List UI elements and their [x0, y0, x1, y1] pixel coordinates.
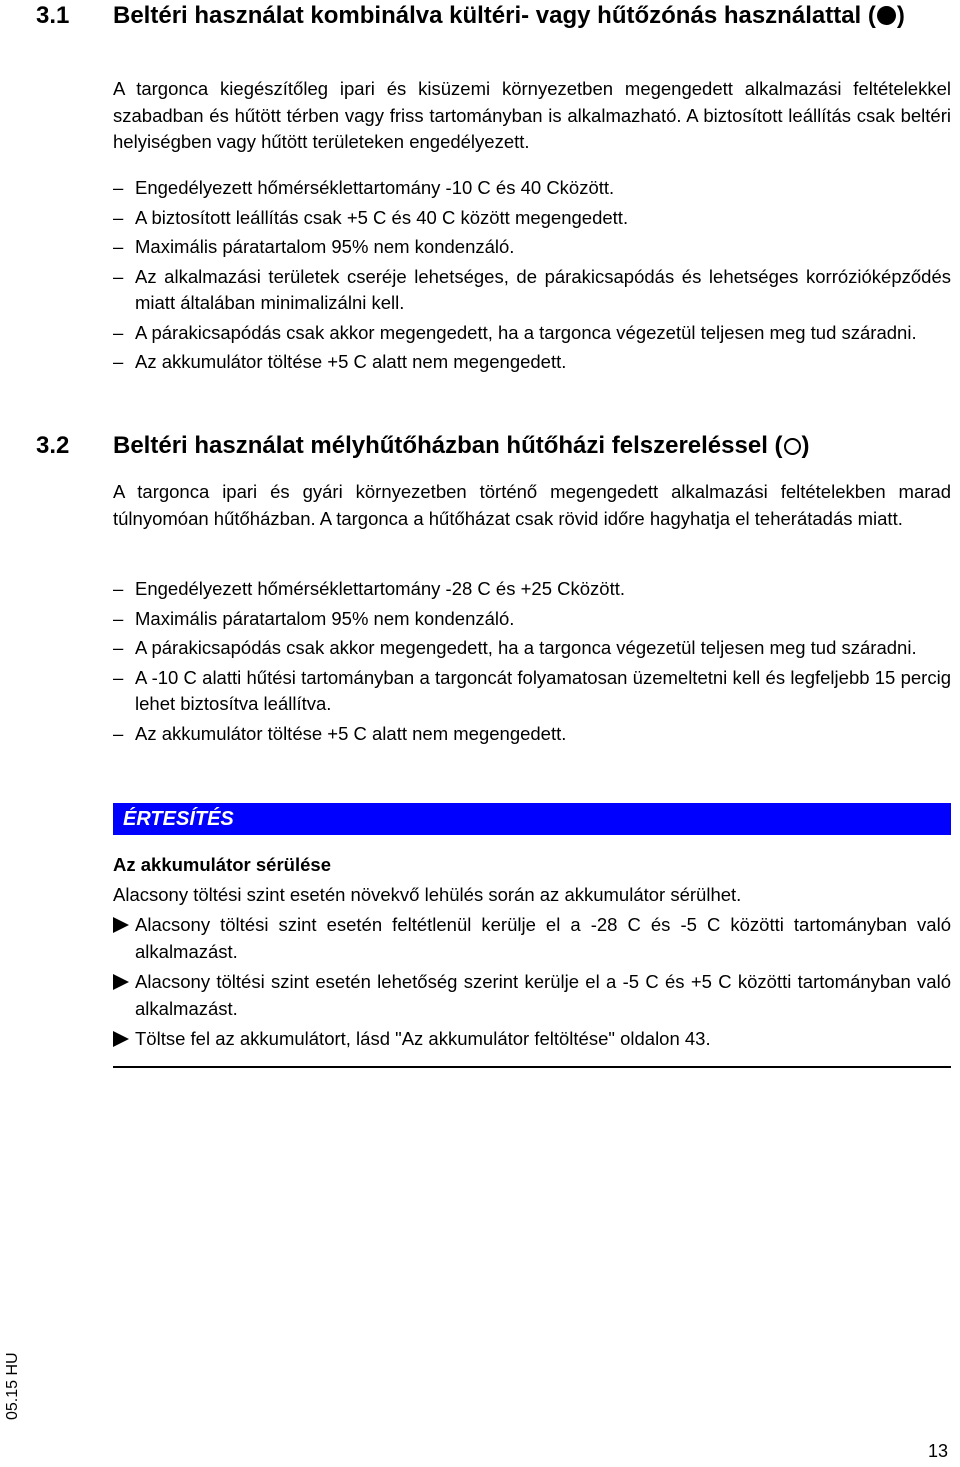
action-item-text: Alacsony töltési szint esetén lehetőség szerint kerülje el a -5 C és +5 C közötti tartományban való alkalmazást. — [135, 971, 951, 1019]
notice-action-list — [113, 911, 951, 1055]
document-code: 05.15 HU — [4, 1352, 21, 1420]
dash-icon: – — [113, 206, 124, 228]
list-item-text: A párakicsapódás csak akkor megengedett, ha a targonca végezetül teljesen meg tud száradni. — [135, 321, 917, 343]
list-item — [113, 349, 951, 376]
section-number: 3.1 — [36, 2, 70, 29]
section-3-2-heading — [0, 430, 960, 462]
list-item-text: Az alkalmazási területek cseréje lehetséges, de párakicsapódás és lehetséges korrózióképződés miatt általában minimalizálni kell. — [135, 265, 951, 313]
section-title-end: ) — [896, 2, 905, 29]
list-item — [113, 721, 951, 748]
dash-icon: – — [113, 321, 124, 343]
list-item — [113, 606, 951, 633]
list-item — [113, 264, 951, 317]
section-title — [113, 0, 943, 32]
dash-icon: – — [113, 607, 124, 629]
action-item — [113, 1025, 951, 1052]
page-number: 13 — [927, 1441, 948, 1461]
list-item-text: Maximális páratartalom 95% nem kondenzáló. — [135, 607, 515, 629]
list-item-text: Maximális páratartalom 95% nem kondenzáló. — [135, 236, 515, 257]
dash-icon: – — [113, 265, 124, 287]
section-title-end: ) — [801, 432, 810, 459]
notice-label: ÉRTESÍTÉS — [123, 808, 234, 830]
list-item — [113, 576, 951, 603]
section-3-2-intro: A targonca ipari és gyári környezetben történő megengedett alkalmazási feltételekben marad túlnyomóan hűtőházban. A targonca a hűtőházat csak rövid időre hagyhatja el teherátadás miatt. — [113, 481, 951, 529]
list-item — [113, 665, 951, 718]
list-item-text: A biztosított leállítás csak +5 C és 40 C között megengedett. — [135, 206, 629, 228]
section-title-text: Beltéri használat kombinálva kültéri- vagy hűtőzónás használattal ( — [113, 2, 876, 29]
section-3-1-list — [113, 175, 951, 379]
action-item — [113, 968, 951, 1022]
list-item-text: Engedélyezett hőmérséklettartomány -28 C és +25 Cközött. — [135, 578, 625, 599]
list-item-text: Az akkumulátor töltése +5 C alatt nem megengedett. — [135, 351, 567, 372]
filled-circle-icon — [877, 6, 896, 25]
arrow-right-icon — [113, 974, 129, 990]
section-title-text: Beltéri használat mélyhűtőházban hűtőházi felszereléssel ( — [113, 432, 783, 459]
dash-icon: – — [113, 177, 124, 198]
action-item-text: Töltse fel az akkumulátort, lásd "Az akkumulátor feltöltése" oldalon 43. — [135, 1028, 711, 1049]
list-item — [113, 234, 951, 261]
notice-banner — [113, 803, 951, 835]
list-item-text: A -10 C alatti hűtési tartományban a targoncát folyamatosan üzemeltetni kell és legfeljebb 15 percig lehet biztosítva leállítva. — [135, 666, 951, 714]
dash-icon: – — [113, 637, 124, 658]
section-number: 3.2 — [36, 432, 70, 459]
section-3-2-list — [113, 576, 951, 750]
arrow-right-icon — [113, 1031, 129, 1047]
section-title — [113, 430, 943, 462]
dash-icon: – — [113, 236, 124, 257]
list-item-text: Engedélyezett hőmérséklettartomány -10 C és 40 Cközött. — [135, 177, 615, 198]
action-item-text: Alacsony töltési szint esetén feltétlenül kerülje el a -28 C és -5 C közötti tartományban való alkalmazást. — [135, 914, 951, 962]
dash-icon: – — [113, 722, 124, 744]
section-3-1-intro: A targonca kiegészítőleg ipari és kisüzemi környezetben megengedett alkalmazási feltételekkel szabadban és hűtött térben vagy friss tartományban is alkalmazható. A biztosított leállítás csak beltéri helyiségben vagy hűtött területeken engedélyezett. — [113, 78, 951, 152]
list-item-text: A párakicsapódás csak akkor megengedett, ha a targonca végezetül teljesen meg tud száradni. — [135, 637, 917, 658]
arrow-right-icon — [113, 917, 129, 933]
dash-icon: – — [113, 351, 124, 372]
list-item — [113, 635, 951, 662]
dash-icon: – — [113, 666, 124, 688]
dash-icon: – — [113, 578, 124, 599]
list-item — [113, 175, 951, 202]
notice-text: Alacsony töltési szint esetén növekvő lehülés során az akkumulátor sérülhet. — [113, 884, 742, 905]
notice-title: Az akkumulátor sérülése — [113, 854, 331, 875]
list-item-text: Az akkumulátor töltése +5 C alatt nem megengedett. — [135, 722, 567, 744]
notice-divider — [113, 1066, 951, 1068]
list-item — [113, 320, 951, 347]
action-item — [113, 911, 951, 965]
section-3-1-heading — [0, 0, 960, 64]
hollow-circle-icon — [784, 438, 801, 455]
list-item — [113, 205, 951, 232]
